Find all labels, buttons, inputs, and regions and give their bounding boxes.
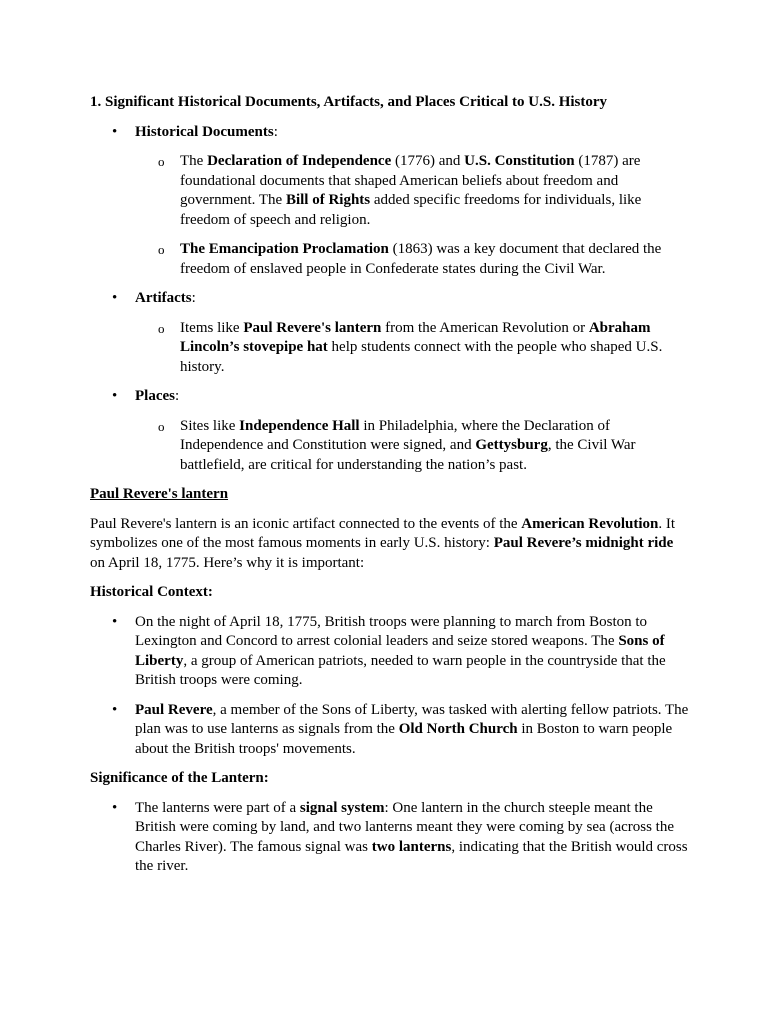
significance-list [90,799,690,877]
lantern-heading: Paul Revere's lantern [90,486,229,502]
list-item-artifacts: • Artifacts: o Items like Paul Revere's lantern from the American Revolution or Abraham Lincoln’s stovepipe hat help students connect with the people who shaped U.S. history. [90,289,690,377]
list-item-historical-documents: • Historical Documents: o The Declaration of Independence (1776) and U.S. Constitution (1787) are foundational documents that shaped American beliefs about freedom and government. The Bill of Rights added specific freedoms for individuals, like freedom of speech and religion. o The Emancipation Proclamation (1863) was a key document that declared the freedom of enslaved people in Confederate states during the Civil War. [90,123,690,280]
document-body [90,93,690,887]
sub-list-item: o Items like Paul Revere's lantern from the American Revolution or Abraham Lincoln’s stovepipe hat help students connect with the people who shaped U.S. history. [135,319,690,378]
sub-list-item: o Sites like Independence Hall in Philadelphia, where the Declaration of Independence and Constitution were signed, and Gettysburg, the Civil War battlefield, are critical for understanding the nation’s past. [135,417,690,476]
list-item: • On the night of April 18, 1775, British troops were planning to march from Boston to Lexington and Concord to arrest colonial leaders and seize stored weapons. The Sons of Liberty, a group of American patriots, needed to warn people in the countryside that the British troops were coming. [90,613,690,691]
list-item-label: Historical Documents [135,123,274,140]
list-item: • Paul Revere, a member of the Sons of Liberty, was tasked with alerting fellow patriots. The plan was to use lanterns as signals from the Old North Church in Boston to warn people about the British troops' movements. [90,701,690,760]
sub-list-artifacts [135,319,690,378]
list-item-label: Artifacts [135,290,192,306]
significance-heading: Significance of the Lantern: [90,770,269,786]
sub-list-places [135,417,690,476]
list-item-label: Places [135,388,175,404]
list-item: • The lanterns were part of a signal system: One lantern in the church steeple meant the British were coming by land, and two lanterns meant they were coming by sea (across the Charles River). The famous signal was two lanterns, indicating that the British would cross the river. [90,799,690,877]
list-item-places: • Places: o Sites like Independence Hall in Philadelphia, where the Declaration of Independence and Constitution were signed, and Gettysburg, the Civil War battlefield, are critical for understanding the nation’s past. [90,387,690,475]
section-title: 1. Significant Historical Documents, Artifacts, and Places Critical to U.S. History [90,94,608,110]
context-list [90,613,690,760]
sub-list-item: o The Declaration of Independence (1776) and U.S. Constitution (1787) are foundational documents that shaped American beliefs about freedom and government. The Bill of Rights added specific freedoms for individuals, like freedom of speech and religion. [135,152,690,230]
top-level-list [90,123,690,476]
sub-list-documents [135,152,690,279]
sub-list-item: o The Emancipation Proclamation (1863) was a key document that declared the freedom of enslaved people in Confederate states during the Civil War. [135,240,690,279]
lantern-intro-paragraph: Paul Revere's lantern is an iconic artifact connected to the events of the American Revolution. It symbolizes one of the most famous moments in early U.S. history: Paul Revere’s midnight ride on April 18, 1775. Here’s why it is important: [90,515,676,571]
historical-context-heading: Historical Context: [90,584,213,600]
